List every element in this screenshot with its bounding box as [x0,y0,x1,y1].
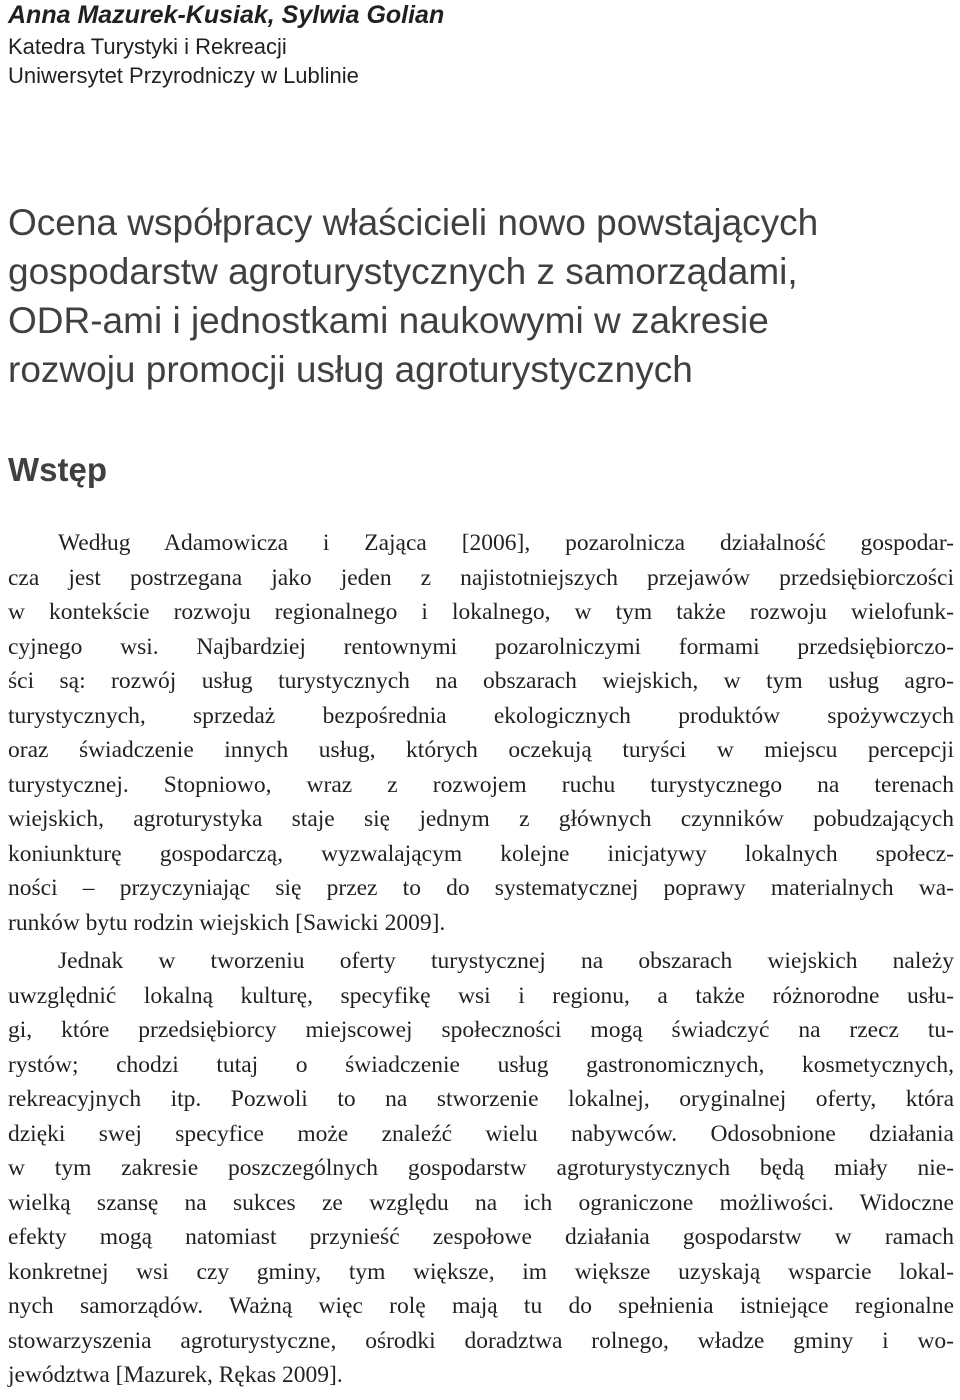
title-line: gospodarstw agroturystycznych z samorządami, [8,251,798,292]
text-line: cza jest postrzegana jako jeden z najistotniejszych przejawów przedsiębiorczości [8,564,954,591]
title-line: ODR-ami i jednostkami naukowymi w zakresie [8,300,769,341]
text-line: nych samorządów. Ważną więc rolę mają tu do spełnienia istniejące regionalne [8,1293,954,1319]
text-line: oraz świadczenie innych usług, których oczekują turyści w miejscu percepcji [8,737,954,763]
text-line: Według Adamowicza i Zająca [2006], pozarolnicza działalność gospodar- [58,530,954,556]
paragraph-2 [8,944,954,1393]
text-line: stowarzyszenia agroturystyczne, ośrodki doradztwa rolnego, władze gminy i wo- [8,1327,954,1354]
paragraph-1 [8,526,954,940]
text-line: koniunkturę gospodarczą, wyzwalającym kolejne inicjatywy lokalnych społecz- [8,840,954,867]
text-line: uwzględnić lokalną kulturę, specyfikę wsi i regionu, a także różnorodne usłu- [8,982,954,1009]
title-line: rozwoju promocji usług agroturystycznych [8,349,693,390]
text-line: jewództwa [Mazurek, Rękas 2009]. [8,1362,343,1388]
text-line: runków bytu rodzin wiejskich [Sawicki 2009]. [8,909,446,936]
text-line: konkretnej wsi czy gminy, tym większe, im większe uzyskają wsparcie lokal- [8,1258,954,1285]
text-line: dzięki swej specyfice może znaleźć wielu nabywców. Odosobnione działania [8,1120,954,1147]
text-line: w tym zakresie poszczególnych gospodarstw agroturystycznych będą miały nie- [8,1155,954,1181]
paper-title [8,198,958,394]
affiliation-university: Uniwersytet Przyrodniczy w Lublinie [8,63,359,88]
section-heading: Wstęp [8,451,107,488]
text-line: w kontekście rozwoju regionalnego i lokalnego, w tym także rozwoju wielofunk- [8,599,954,625]
text-line: turystycznej. Stopniowo, wraz z rozwojem ruchu turystycznego na terenach [8,771,954,798]
authors: Anna Mazurek-Kusiak, Sylwia Golian [8,1,445,29]
text-line: ności – przyczyniając się przez to do systematycznej poprawy materialnych wa- [8,875,954,901]
affiliation-department: Katedra Turystyki i Rekreacji [8,34,287,59]
text-line: gi, które przedsiębiorcy miejscowej społeczności mogą świadczyć na rzecz tu- [8,1017,954,1043]
text-line: efekty mogą natomiast przynieść zespołowe działania gospodarstw w ramach [8,1224,954,1250]
text-line: wielką szansę na sukces ze względu na ich ograniczone możliwości. Widoczne [8,1189,954,1216]
text-line: wiejskich, agroturystyka staje się jednym z głównych czynników pobudzających [8,806,954,832]
text-line: cyjnego wsi. Najbardziej rentownymi pozarolniczymi formami przedsiębiorczo- [8,633,954,660]
text-line: rekreacyjnych itp. Pozwoli to na stworzenie lokalnej, oryginalnej oferty, która [8,1086,954,1112]
text-line: ści są: rozwój usług turystycznych na obszarach wiejskich, w tym usług agro- [8,668,954,694]
text-line: Jednak w tworzeniu oferty turystycznej na obszarach wiejskich należy [58,948,954,974]
text-line: rystów; chodzi tutaj o świadczenie usług gastronomicznych, kosmetycznych, [8,1051,954,1078]
text-line: turystycznych, sprzedaż bezpośrednia ekologicznych produktów spożywczych [8,702,954,729]
title-line: Ocena współpracy właścicieli nowo powstających [8,202,819,243]
